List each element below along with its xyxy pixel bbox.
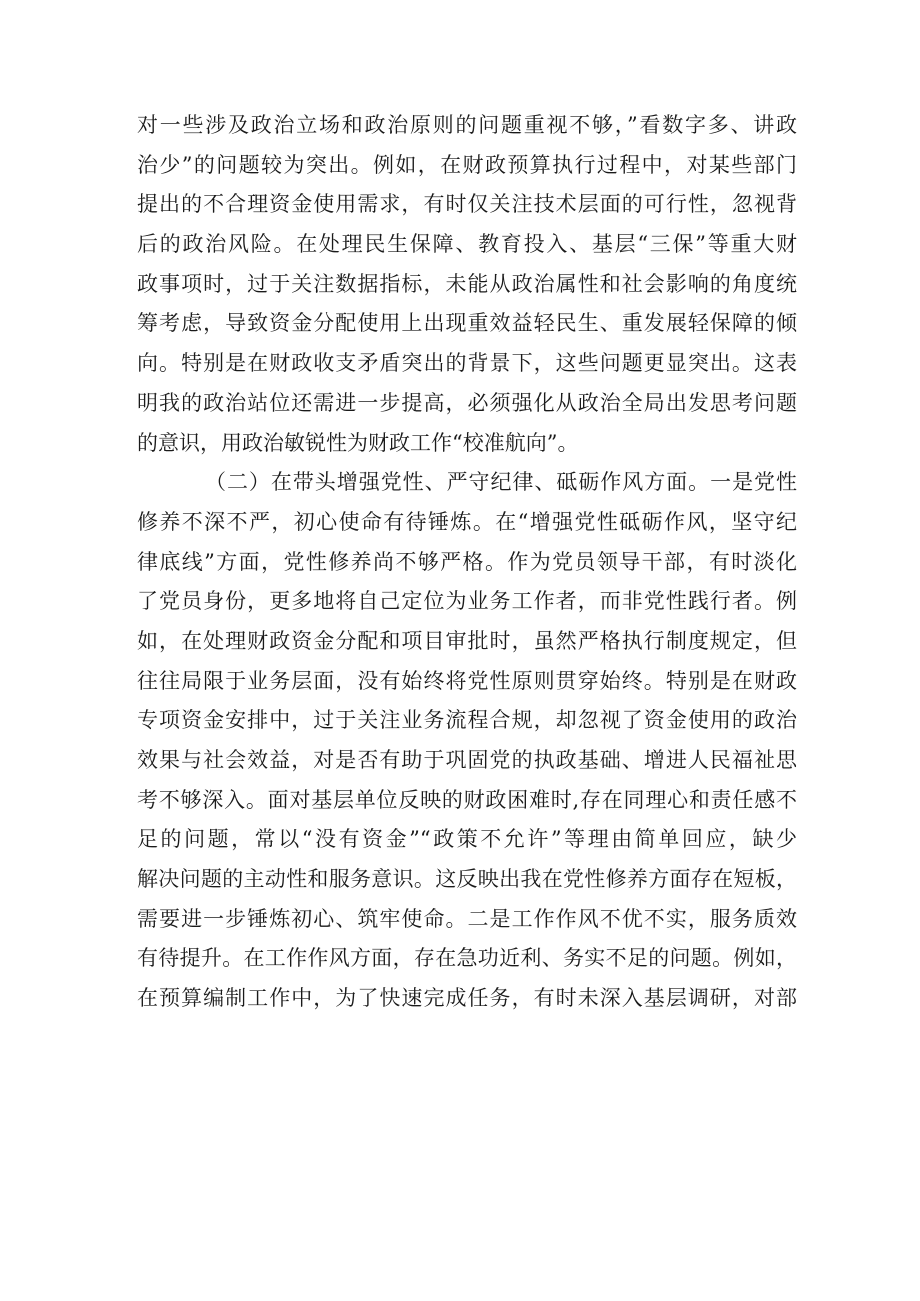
text-line: 专项资金安排中，过于关注业务流程合规，却忽视了资金使用的政治 <box>137 708 797 733</box>
text-line: 治少”的问题较为突出。例如，在财政预算执行过程中，对某些部门 <box>137 152 797 177</box>
text-line: 对一些涉及政治立场和政治原则的问题重视不够，”看数字多、讲政 <box>137 113 797 137</box>
text-line: 解决问题的主动性和服务意识。这反映出我在党性修养方面存在短板， <box>137 867 797 892</box>
text-line: 修养不深不严，初心使命有待锤炼。在“增强党性砥砺作风，坚守纪 <box>137 509 797 534</box>
text-line: 足的问题，常以“没有资金”“政策不允许”等理由简单回应，缺少 <box>137 827 797 852</box>
text-line: 考不够深入。面对基层单位反映的财政困难时,存在同理心和责任感不 <box>137 787 797 812</box>
text-line: 向。特别是在财政收支矛盾突出的背景下，这些问题更显突出。这表 <box>137 351 797 376</box>
text-line: 后的政治风险。在处理民生保障、教育投入、基层“三保”等重大财 <box>137 232 797 257</box>
text-line: 提出的不合理资金使用需求，有时仅关注技术层面的可行性，忽视背 <box>137 192 797 217</box>
text-line: 的意识，用政治敏锐性为财政工作“校准航向”。 <box>137 430 579 455</box>
text-line: 有待提升。在工作作风方面，存在急功近利、务实不足的问题。例如， <box>137 946 797 971</box>
text-line: 律底线”方面，党性修养尚不够严格。作为党员领导干部，有时淡化 <box>137 549 797 574</box>
text-line: 了党员身份，更多地将自己定位为业务工作者，而非党性践行者。例 <box>137 589 797 614</box>
text-line: 需要进一步锤炼初心、筑牢使命。二是工作作风不优不实，服务质效 <box>137 906 797 931</box>
text-line: 筹考虑，导致资金分配使用上出现重效益轻民生、重发展轻保障的倾 <box>137 311 797 336</box>
text-line: 如，在处理财政资金分配和项目审批时，虽然严格执行制度规定，但 <box>137 628 797 653</box>
text-line: 明我的政治站位还需进一步提高，必须强化从政治全局出发思考问题 <box>137 390 797 415</box>
document-body <box>137 106 797 1019</box>
text-line: 往往局限于业务层面，没有始终将党性原则贯穿始终。特别是在财政 <box>137 668 797 693</box>
text-line: 政事项时，过于关注数据指标，未能从政治属性和社会影响的角度统 <box>137 271 797 296</box>
text-line: 效果与社会效益，对是否有助于巩固党的执政基础、增进人民福祉思 <box>137 748 797 772</box>
text-line: 在预算编制工作中，为了快速完成任务，有时未深入基层调研，对部 <box>137 986 797 1011</box>
section-heading-line: （二）在带头增强党性、严守纪律、砥砺作风方面。一是党性 <box>205 470 797 495</box>
